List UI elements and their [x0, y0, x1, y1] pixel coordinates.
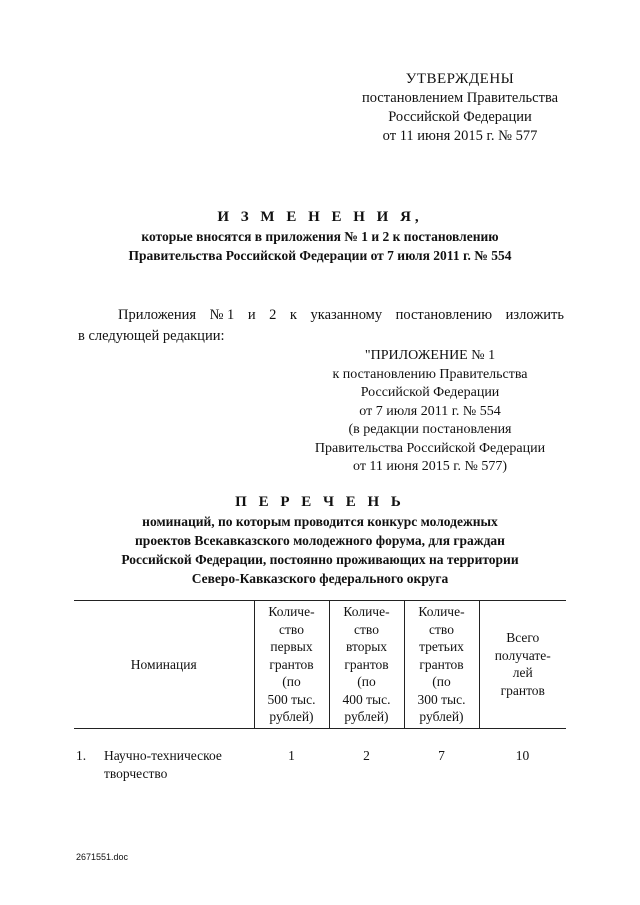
paragraph-word: № 1	[209, 307, 235, 323]
changes-title-block	[60, 208, 580, 265]
approved-line: постановлением Правительства	[361, 90, 559, 106]
approved-line: от 11 июня 2015 г. № 577	[382, 128, 538, 144]
row-name-line: Научно-техническое	[104, 747, 222, 763]
approved-line: Российской Федерации	[388, 109, 532, 125]
appendix-line: Российской Федерации	[360, 385, 500, 400]
list-subtitle-line: Северо-Кавказского федерального округа	[191, 571, 449, 586]
paragraph-word: к	[289, 307, 297, 323]
appendix-line: "ПРИЛОЖЕНИЕ № 1	[364, 348, 496, 363]
appendix-line: от 7 июля 2011 г. № 554	[359, 403, 501, 419]
footer-filename: 2671551.doc	[76, 852, 129, 862]
appendix-line: Правительства Российской Федерации	[314, 440, 546, 456]
appendix-line: от 11 июня 2015 г. № 577)	[353, 459, 507, 474]
paragraph-word: Приложения	[118, 307, 197, 323]
header-second-grants: Количе- ство вторых грантов (по 400 тыс. рублей)	[329, 601, 404, 729]
paragraph-word: указанному	[310, 307, 383, 323]
list-title-block	[60, 493, 580, 588]
table-header-row	[74, 601, 566, 729]
table-row	[74, 728, 566, 783]
appendix-header	[300, 347, 560, 477]
row-second-count: 2	[363, 747, 370, 763]
list-subtitle-line: номинаций, по которым проводится конкурс молодежных	[142, 514, 498, 529]
approval-block	[330, 70, 590, 146]
paragraph-word: постановлению	[395, 307, 493, 323]
body-paragraph	[78, 305, 564, 347]
list-subtitle-line: проектов Всекавказского молодежного форума, для граждан	[135, 533, 505, 548]
changes-subtitle-line: которые вносятся в приложения № 1 и 2 к постановлению	[141, 229, 499, 244]
header-total-recipients: Всего получате- лей грантов	[479, 601, 566, 729]
paragraph-word: и	[247, 307, 256, 323]
list-subtitle-line: Российской Федерации, постоянно проживающих на территории	[121, 552, 519, 567]
paragraph-word: изложить	[505, 307, 564, 323]
approved-heading: УТВЕРЖДЕНЫ	[405, 71, 515, 87]
row-nomination-cell	[74, 728, 254, 783]
list-title: П Е Р Е Ч Е Н Ь	[235, 494, 405, 510]
paragraph-word: 2	[269, 307, 277, 323]
row-third-count: 7	[438, 747, 445, 763]
nominations-table	[74, 600, 566, 783]
header-third-grants: Количе- ство третьих грантов (по 300 тыс. рублей)	[404, 601, 479, 729]
paragraph-line-2: в следующей редакции:	[78, 328, 225, 344]
row-total-count: 10	[515, 747, 530, 763]
row-number: 1.	[76, 747, 87, 763]
changes-title: И З М Е Н Е Н И Я,	[217, 209, 423, 225]
appendix-line: к постановлению Правительства	[332, 366, 528, 382]
appendix-line: (в редакции постановления	[348, 422, 512, 437]
header-first-grants: Количе- ство первых грантов (по 500 тыс. рублей)	[254, 601, 329, 729]
paragraph-line-1	[78, 305, 564, 326]
header-nomination: Номинация	[74, 601, 254, 729]
changes-subtitle-line: Правительства Российской Федерации от 7 июля 2011 г. № 554	[128, 248, 512, 263]
row-name-line: творчество	[104, 765, 168, 781]
row-first-count: 1	[288, 747, 295, 763]
